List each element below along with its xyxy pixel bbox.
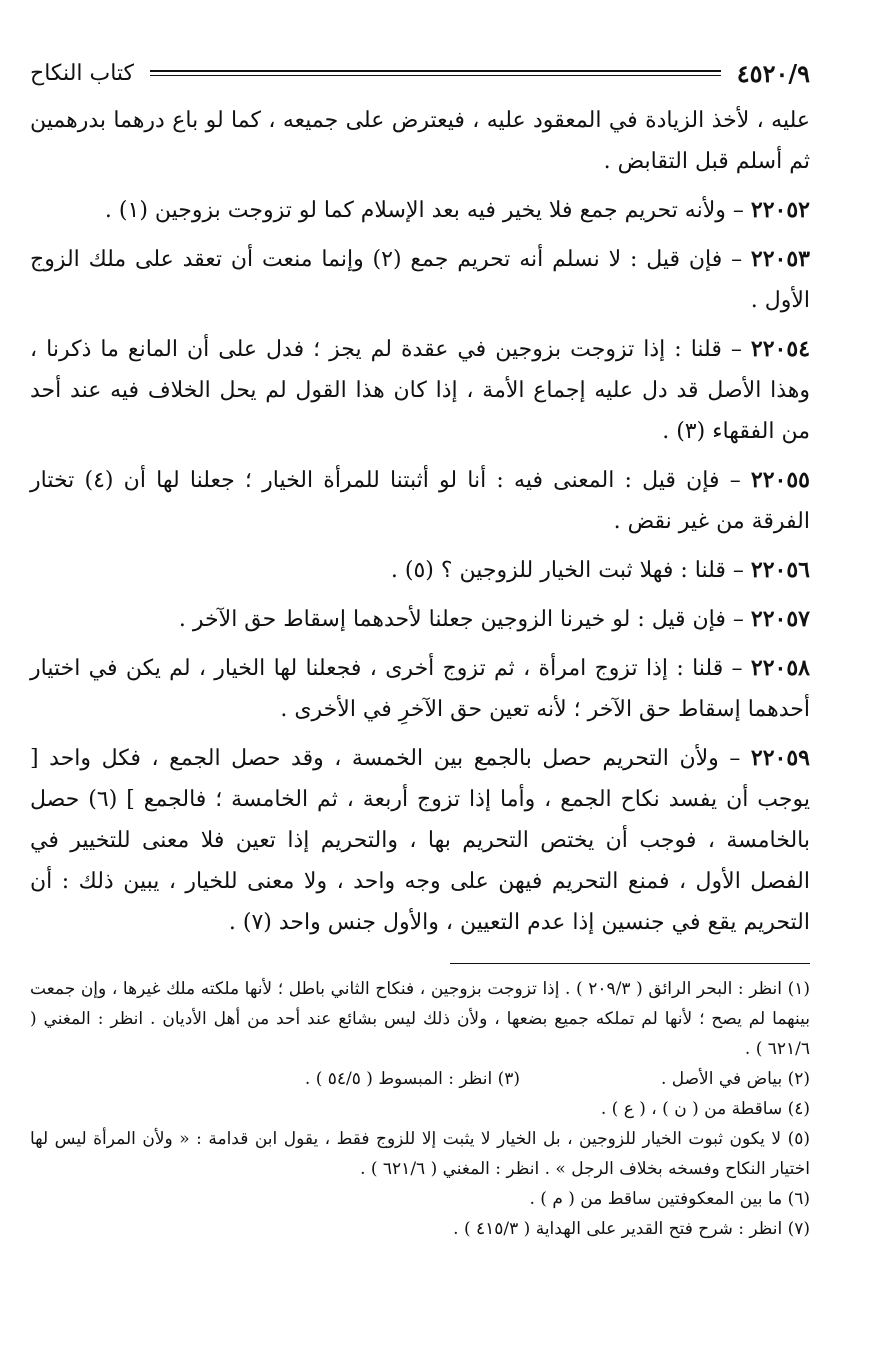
footnote-5: (٥) لا يكون ثبوت الخيار للزوجين ، بل الخيار لا يثبت إلا للزوج فقط ، يقول ابن قدامة : « ولأن المرأة ليس لها اختيار النكاح وفسخه بخلاف الرجل » . انظر : المغني ( ٦٢١/٦ ) .	[30, 1129, 810, 1179]
footnote-7: (٧) انظر : شرح فتح القدير على الهداية ( ٤١٥/٣ ) .	[453, 1219, 810, 1239]
paragraph-text: – ولأنه تحريم جمع فلا يخير فيه بعد الإسلام كما لو تزوجت بزوجين (١) .	[104, 198, 744, 223]
paragraph	[30, 738, 810, 943]
paragraph	[30, 460, 810, 542]
footnote-4: (٤) ساقطة من ( ن ) ، ( ع ) .	[600, 1099, 810, 1119]
paragraph-text: – قلنا : إذا تزوج امرأة ، ثم تزوج أخرى ، فجعلنا لها الخيار ، لم يكن في اختيار أحدهما إسقاط حق الآخر ؛ لأنه تعين حق الآخرِ في الأخرى .	[30, 656, 810, 722]
paragraph-number: ٢٢٠٥٣	[750, 246, 810, 272]
paragraph-text: – فإن قيل : لو خيرنا الزوجين جعلنا لأحدهما إسقاط حق الآخر .	[178, 607, 744, 632]
paragraph-number: ٢٢٠٥٤	[750, 336, 811, 362]
book-title: كتاب النكاح	[30, 60, 135, 86]
paragraph-number: ٢٢٠٥٥	[750, 467, 810, 493]
page-header	[30, 52, 810, 94]
header-rule	[150, 70, 721, 76]
footnote-3: (٣) انظر : المبسوط ( ٥٤/٥ ) .	[304, 1069, 520, 1089]
paragraph	[30, 550, 810, 591]
main-text	[30, 100, 810, 943]
paragraph-number: ٢٢٠٥٦	[750, 557, 810, 583]
paragraph-text: – قلنا : فهلا ثبت الخيار للزوجين ؟ (٥) .	[390, 558, 744, 583]
paragraph	[30, 329, 810, 452]
paragraph-text: – قلنا : إذا تزوجت بزوجين في عقدة لم يجز ؛ فدل على أن المانع ما ذكرنا ، وهذا الأصل قد دل عليه إجماع الأمة ، إذا كان هذا القول لم يحل الخلاف فيه عند أحد من الفقهاء (٣) .	[30, 337, 810, 444]
document-page	[30, 52, 810, 1244]
footnote-2: (٢) بياض في الأصل .	[660, 1069, 810, 1089]
paragraph-number: ٢٢٠٥٨	[750, 655, 810, 681]
paragraph	[30, 190, 810, 231]
footnote-separator	[450, 963, 810, 964]
paragraph-number: ٢٢٠٥٩	[750, 745, 810, 771]
paragraph	[30, 648, 810, 730]
paragraph-number: ٢٢٠٥٧	[750, 606, 810, 632]
paragraph	[30, 100, 810, 182]
page-number: ٤٥٢٠/٩	[736, 58, 810, 88]
paragraph-text: – فإن قيل : المعنى فيه : أنا لو أثبتنا للمرأة الخيار ؛ جعلنا لها أن (٤) تختار الفرقة من غير نقض .	[30, 468, 810, 534]
footnote-1: (١) انظر : البحر الرائق ( ٢٠٩/٣ ) . إذا تزوجت بزوجين ، فنكاح الثاني باطل ؛ لأنها ملكته ملك غيرها ، وإن جمعت بينهما لم يصح ؛ لأنها لم تملكه جميع بضعها ، ولأن ذلك ليس بشائع عند أحد من أهل الأديان . انظر : المغني ( ٦٢١/٦ ) .	[30, 979, 810, 1059]
footnote-6: (٦) ما بين المعكوفتين ساقط من ( م ) .	[529, 1189, 810, 1209]
paragraph-number: ٢٢٠٥٢	[750, 197, 810, 223]
footnote-row	[30, 1064, 810, 1094]
footnotes	[30, 974, 810, 1244]
paragraph-text: – ولأن التحريم حصل بالجمع بين الخمسة ، وقد حصل الجمع ، فكل واحد [ يوجب أن يفسد نكاح الجمع ، وأما إذا تزوج أربعة ، ثم الخامسة ؛ فالجمع ] (٦) حصل بالخامسة ، فوجب أن يختص التحريم بها ، والتحريم إذا تعين فلا معنى للتخيير في الفصل الأول ، فمنع التحريم فيهن على وجه واحد ، ولا معنى للخيار ، يبين ذلك : أن التحريم يقع في جنسين إذا عدم التعيين ، والأول جنس واحد (٧) .	[30, 746, 810, 935]
paragraph-text: – فإن قيل : لا نسلم أنه تحريم جمع (٢) وإنما منعت أن تعقد على ملك الزوج الأول .	[30, 247, 810, 313]
paragraph	[30, 599, 810, 640]
paragraph-text: عليه ، لأخذ الزيادة في المعقود عليه ، فيعترض على جميعه ، كما لو باع درهما بدرهمين ثم أسلم قبل التقابض .	[30, 108, 810, 174]
paragraph	[30, 239, 810, 321]
